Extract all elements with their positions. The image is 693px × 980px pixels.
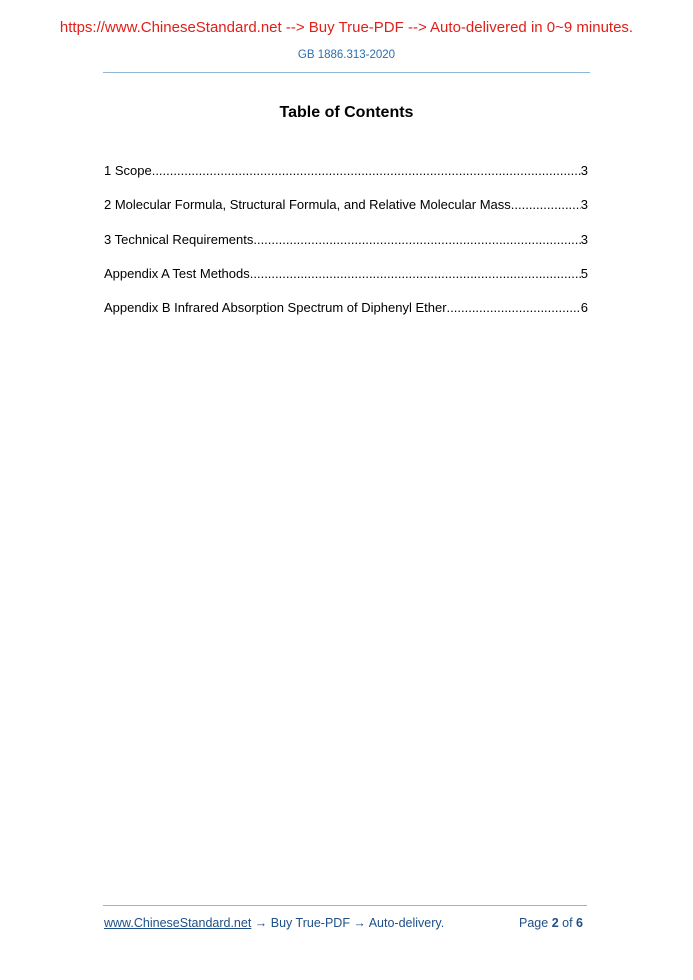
header-divider bbox=[103, 72, 590, 73]
toc-dot-leader bbox=[152, 162, 581, 179]
toc-entry-page: 3 bbox=[580, 163, 588, 178]
toc-entry-label: Appendix A Test Methods bbox=[104, 265, 250, 281]
promo-banner[interactable]: https://www.ChineseStandard.net --> Buy True-PDF --> Auto-delivered in 0~9 minutes. bbox=[59, 19, 634, 36]
footer-site-link[interactable]: www.ChineseStandard.net bbox=[104, 916, 252, 930]
toc-entry-page: 6 bbox=[580, 300, 588, 316]
toc-entry-page: 3 bbox=[580, 231, 588, 247]
toc-dot-leader bbox=[447, 299, 581, 316]
toc-dot-leader bbox=[253, 231, 580, 248]
toc-dot-leader bbox=[250, 265, 581, 282]
toc-list bbox=[104, 162, 588, 333]
total-pages-number: 6 bbox=[576, 916, 583, 930]
toc-entry-technical-requirements[interactable] bbox=[104, 231, 588, 265]
standard-code-header: GB 1886.313-2020 bbox=[297, 49, 396, 61]
footer-promo bbox=[104, 916, 444, 930]
toc-entry-label: 2 Molecular Formula, Structural Formula, and Relative Molecular Mass bbox=[104, 197, 511, 213]
toc-entry-label: 3 Technical Requirements bbox=[104, 231, 254, 247]
toc-entry-page: 5 bbox=[580, 265, 588, 281]
current-page-number: 2 bbox=[551, 916, 559, 930]
toc-entry-label: 1 Scope bbox=[104, 163, 152, 178]
toc-dot-leader bbox=[511, 196, 581, 213]
page-indicator bbox=[519, 916, 583, 930]
footer-divider bbox=[103, 905, 587, 906]
toc-title: Table of Contents bbox=[279, 104, 414, 121]
toc-entry-appendix-a[interactable] bbox=[104, 265, 588, 299]
footer-buy-text: Buy True-PDF bbox=[270, 916, 350, 930]
footer-delivery-text: Auto-delivery. bbox=[368, 916, 445, 930]
page-word: Page bbox=[519, 916, 549, 930]
toc-entry-appendix-b[interactable] bbox=[104, 299, 588, 333]
arrow-right-icon: → bbox=[251, 916, 271, 930]
toc-entry-molecular-formula[interactable] bbox=[104, 196, 588, 230]
toc-entry-scope[interactable] bbox=[104, 162, 588, 196]
of-word: of bbox=[562, 916, 573, 930]
arrow-right-icon: → bbox=[349, 916, 369, 930]
toc-entry-page: 3 bbox=[580, 197, 588, 213]
toc-entry-label: Appendix B Infrared Absorption Spectrum of Diphenyl Ether bbox=[104, 300, 447, 316]
